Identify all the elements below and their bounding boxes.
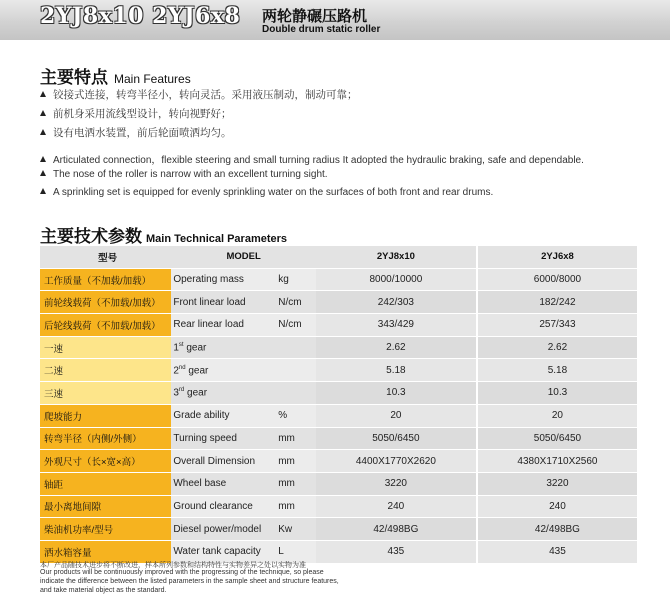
note-cn: 本厂产品随技术进步将不断改进，样本所列参数和结构特性与实物差异之处以实物为准 — [40, 562, 306, 569]
specs-header-row — [40, 246, 637, 268]
feature-cn-2: 前机身采用流线型设计，转向视野好； — [40, 106, 232, 121]
param-en: Turning speed — [171, 427, 276, 450]
param-en: Ground clearance — [171, 495, 276, 518]
table-row — [40, 472, 637, 495]
table-row — [40, 450, 637, 473]
header-cn: 型号 — [40, 246, 171, 268]
value-model-2: 5050/6450 — [477, 427, 637, 450]
params-heading-en: Main Technical Parameters — [146, 233, 288, 245]
bullet-triangle-icon — [40, 110, 46, 116]
value-model-1: 343/429 — [316, 314, 477, 337]
value-model-1: 4400X1770X2620 — [316, 450, 477, 473]
header-model-1: 2YJ8x10 — [316, 246, 477, 268]
value-model-2: 257/343 — [477, 314, 637, 337]
value-model-2: 240 — [477, 495, 637, 518]
table-row — [40, 336, 637, 359]
param-unit: mm — [276, 472, 316, 495]
value-model-1: 3220 — [316, 472, 477, 495]
table-row — [40, 427, 637, 450]
param-en: Diesel power/model — [171, 518, 276, 541]
param-unit — [276, 382, 316, 405]
param-en: 2nd gear — [171, 359, 276, 382]
note-en-3: and take material object as the standard. — [40, 587, 167, 594]
value-model-2: 3220 — [477, 472, 637, 495]
note-en-2: indicate the difference between the listed parameters in the sample sheet and structure features, — [40, 578, 339, 585]
value-model-1: 8000/10000 — [316, 268, 477, 291]
specs-table — [40, 246, 637, 564]
param-cn: 一速 — [40, 336, 171, 359]
value-model-1: 242/303 — [316, 291, 477, 314]
param-unit: mm — [276, 427, 316, 450]
table-row — [40, 359, 637, 382]
bullet-triangle-icon — [40, 91, 46, 97]
param-cn: 洒水箱容量 — [40, 540, 171, 563]
table-row — [40, 268, 637, 291]
header-model-2: 2YJ6x8 — [477, 246, 637, 268]
value-model-2: 182/242 — [477, 291, 637, 314]
param-en: Operating mass — [171, 268, 276, 291]
param-en: Rear linear load — [171, 314, 276, 337]
param-en: Water tank capacity — [171, 540, 276, 563]
feature-cn-1: 铰接式连接，转弯半径小，转向灵活。采用液压制动，制动可靠； — [40, 87, 358, 102]
params-heading — [40, 222, 287, 247]
param-cn: 前轮线载荷（不加载/加载） — [40, 291, 171, 314]
value-model-1: 2.62 — [316, 336, 477, 359]
param-unit: mm — [276, 450, 316, 473]
param-cn: 三速 — [40, 382, 171, 405]
param-unit: mm — [276, 495, 316, 518]
param-cn: 爬坡能力 — [40, 404, 171, 427]
param-cn: 后轮线载荷（不加载/加载） — [40, 314, 171, 337]
param-unit: Kw — [276, 518, 316, 541]
bullet-triangle-icon — [40, 170, 46, 176]
value-model-2: 5.18 — [477, 359, 637, 382]
bullet-triangle-icon — [40, 156, 46, 162]
features-heading — [40, 63, 191, 88]
value-model-2: 2.62 — [477, 336, 637, 359]
param-unit: kg — [276, 268, 316, 291]
value-model-2: 42/498BG — [477, 518, 637, 541]
param-en: 1st gear — [171, 336, 276, 359]
table-row — [40, 495, 637, 518]
product-title-en: Double drum static roller — [262, 24, 381, 35]
bullet-triangle-icon — [40, 188, 46, 194]
features-heading-cn: 主要特点 — [40, 68, 108, 87]
value-model-1: 240 — [316, 495, 477, 518]
param-cn: 二速 — [40, 359, 171, 382]
param-en: 3rd gear — [171, 382, 276, 405]
param-en: Grade ability — [171, 404, 276, 427]
value-model-1: 5.18 — [316, 359, 477, 382]
value-model-2: 435 — [477, 540, 637, 563]
param-cn: 柴油机功率/型号 — [40, 518, 171, 541]
param-cn: 工作质量（不加载/加载） — [40, 268, 171, 291]
header-model-label: MODEL — [171, 246, 316, 268]
feature-cn-3: 设有电洒水装置，前后轮面喷洒均匀。 — [40, 125, 232, 140]
feature-en-2: The nose of the roller is narrow with an excellent turning sight. — [40, 169, 328, 180]
note-en-1: Our products will be continuously improved with the progressing of the technique, so please — [40, 569, 324, 576]
param-unit: L — [276, 540, 316, 563]
header-banner — [0, 0, 670, 40]
model-title: 2YJ8x10 2YJ6x8 — [40, 3, 241, 29]
table-row — [40, 314, 637, 337]
feature-en-1: Articulated connection，flexible steering and small turning radius It adopted the hydraulic braking, safe and dependable. — [40, 151, 584, 166]
param-en: Wheel base — [171, 472, 276, 495]
table-row — [40, 404, 637, 427]
value-model-2: 20 — [477, 404, 637, 427]
param-cn: 外观尺寸（长×宽×高） — [40, 450, 171, 473]
product-title-cn: 两轮静碾压路机 — [262, 8, 368, 25]
param-unit — [276, 359, 316, 382]
feature-en-3: A sprinkling set is equipped for evenly sprinkling water on the surfaces of both front and rear drums. — [40, 187, 493, 198]
param-en: Overall Dimension — [171, 450, 276, 473]
param-unit — [276, 336, 316, 359]
param-en: Front linear load — [171, 291, 276, 314]
param-cn: 最小离地间隙 — [40, 495, 171, 518]
table-row — [40, 291, 637, 314]
param-cn: 转弯半径（内侧/外侧） — [40, 427, 171, 450]
value-model-1: 20 — [316, 404, 477, 427]
features-heading-en: Main Features — [114, 72, 191, 86]
table-row — [40, 518, 637, 541]
value-model-2: 6000/8000 — [477, 268, 637, 291]
value-model-1: 10.3 — [316, 382, 477, 405]
value-model-2: 10.3 — [477, 382, 637, 405]
param-unit: N/cm — [276, 314, 316, 337]
value-model-1: 5050/6450 — [316, 427, 477, 450]
param-unit: % — [276, 404, 316, 427]
params-heading-cn: 主要技术参数 — [40, 227, 142, 246]
table-row — [40, 382, 637, 405]
param-unit: N/cm — [276, 291, 316, 314]
bullet-triangle-icon — [40, 129, 46, 135]
param-cn: 轴距 — [40, 472, 171, 495]
value-model-2: 4380X1710X2560 — [477, 450, 637, 473]
value-model-1: 42/498BG — [316, 518, 477, 541]
value-model-1: 435 — [316, 540, 477, 563]
